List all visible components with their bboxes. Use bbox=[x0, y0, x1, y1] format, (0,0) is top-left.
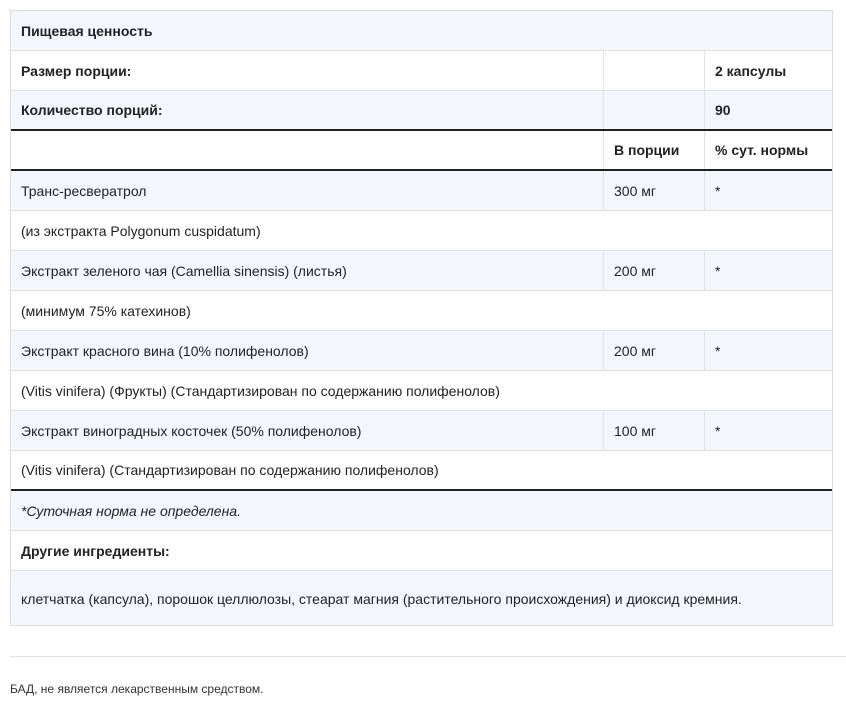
table-row bbox=[11, 411, 832, 451]
table-title-row bbox=[11, 11, 832, 51]
servings-count-value: 90 bbox=[704, 91, 832, 129]
ingredient-amount: 200 мг bbox=[603, 251, 704, 290]
ingredient-daily-value: * bbox=[704, 171, 832, 210]
table-row bbox=[11, 451, 832, 491]
ingredient-amount: 100 мг bbox=[603, 411, 704, 450]
daily-value-footnote: *Суточная норма не определена. bbox=[21, 502, 241, 519]
supplement-disclaimer: БАД, не является лекарственным средством. bbox=[10, 682, 264, 696]
ingredient-amount: 300 мг bbox=[603, 171, 704, 210]
column-header-row bbox=[11, 131, 832, 171]
table-row bbox=[11, 171, 832, 211]
ingredient-note: (Vitis vinifera) (Стандартизирован по содержанию полифенолов) bbox=[21, 462, 439, 478]
ingredient-note: (минимум 75% катехинов) bbox=[21, 302, 191, 319]
table-row bbox=[11, 211, 832, 251]
servings-count-row bbox=[11, 91, 832, 131]
serving-size-label: Размер порции: bbox=[21, 62, 132, 79]
table-row bbox=[11, 331, 832, 371]
nutrition-facts-table bbox=[10, 10, 833, 626]
serving-size-row bbox=[11, 51, 832, 91]
other-ingredients-row bbox=[11, 571, 832, 625]
ingredient-name: Экстракт виноградных косточек (50% полифенолов) bbox=[21, 422, 362, 439]
ingredient-daily-value: * bbox=[704, 411, 832, 450]
ingredient-daily-value: * bbox=[704, 251, 832, 290]
ingredient-note: (Vitis vinifera) (Фрукты) (Стандартизирован по содержанию полифенолов) bbox=[21, 382, 500, 399]
ingredient-amount: 200 мг bbox=[603, 331, 704, 370]
table-row bbox=[11, 291, 832, 331]
column-header-per-serving: В порции bbox=[603, 131, 704, 169]
servings-count-label: Количество порций: bbox=[21, 102, 163, 118]
servings-count-empty-cell bbox=[603, 91, 704, 129]
other-ingredients-label: Другие ингредиенты: bbox=[21, 542, 170, 559]
ingredient-name: Экстракт красного вина (10% полифенолов) bbox=[21, 342, 309, 359]
column-header-empty-cell bbox=[11, 131, 603, 169]
table-title: Пищевая ценность bbox=[21, 22, 153, 39]
ingredient-note: (из экстракта Polygonum cuspidatum) bbox=[21, 222, 261, 239]
serving-size-value: 2 капсулы bbox=[704, 51, 832, 90]
table-row bbox=[11, 371, 832, 411]
divider bbox=[10, 656, 846, 657]
ingredient-daily-value: * bbox=[704, 331, 832, 370]
ingredient-name: Транс-ресвератрол bbox=[21, 182, 147, 199]
other-ingredients-label-row bbox=[11, 531, 832, 571]
table-row bbox=[11, 251, 832, 291]
footnote-row bbox=[11, 491, 832, 531]
serving-size-empty-cell bbox=[603, 51, 704, 90]
column-header-daily-value: % сут. нормы bbox=[704, 131, 832, 169]
other-ingredients-text: клетчатка (капсула), порошок целлюлозы, стеарат магния (растительного происхождения) и диоксид кремния. bbox=[21, 590, 742, 607]
ingredient-name: Экстракт зеленого чая (Camellia sinensis) (листья) bbox=[21, 262, 347, 279]
